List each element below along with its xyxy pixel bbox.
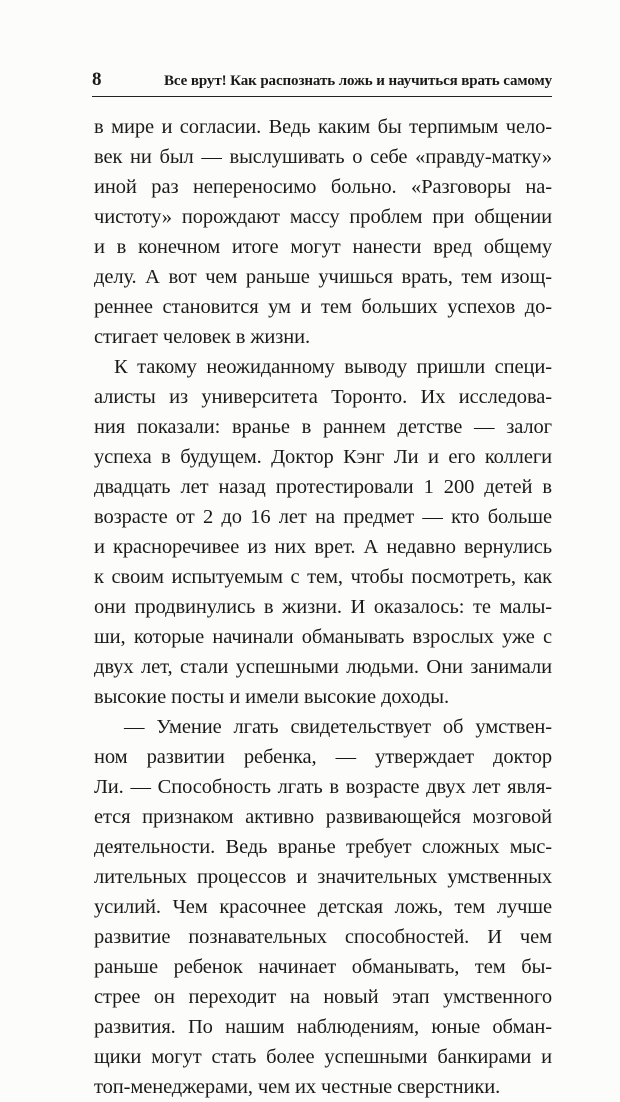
- text-line: стрее он переходит на новый этап умственного: [94, 986, 552, 1008]
- text-line: К такому неожиданному выводу пришли специ-: [114, 356, 552, 378]
- text-line: ется признаком активно развивающейся мозговой: [94, 806, 552, 828]
- text-line: топ-менеджерами, чем их честные сверстники.: [94, 1076, 501, 1098]
- page-header: [92, 70, 552, 94]
- text-line: раньше ребенок начинает обманывать, тем бы-: [94, 956, 552, 978]
- text-line: успеха в будущем. Доктор Кэнг Ли и его коллеги: [94, 446, 552, 468]
- text-line: реннее становится ум и тем больших успехов до-: [94, 296, 552, 318]
- text-line: возрасте от 2 до 16 лет на предмет — кто больше: [94, 506, 552, 528]
- text-line: век ни был — выслушивать о себе «правду-матку»: [94, 146, 552, 168]
- text-line: высокие посты и имели высокие доходы.: [94, 686, 449, 708]
- text-line: и в конечном итоге могут нанести вред общему: [94, 236, 552, 258]
- paragraph-2: [94, 352, 552, 712]
- header-rule: [92, 96, 552, 97]
- text-line: и красноречивее из них врет. А недавно вернулись: [94, 536, 552, 558]
- text-line: лительных процессов и значительных умственных: [94, 866, 552, 888]
- text-line: ния показали: вранье в раннем детстве — залог: [94, 416, 552, 438]
- text-line: двух лет, стали успешными людьми. Они занимали: [94, 656, 552, 678]
- text-line: ши, которые начинали обманывать взрослых уже с: [94, 626, 552, 648]
- body-text: [94, 112, 552, 1102]
- text-line: делу. А вот чем раньше учишься врать, тем изощ-: [94, 266, 552, 288]
- text-line: Ли. — Способность лгать в возрасте двух лет явля-: [94, 776, 552, 798]
- text-line: чистоту» порождают массу проблем при общении: [94, 206, 552, 228]
- text-line: к своим испытуемым с тем, чтобы посмотреть, как: [94, 566, 552, 588]
- text-line: в мире и согласии. Ведь каким бы терпимым чело-: [94, 116, 552, 138]
- paragraph-3: [94, 712, 552, 1102]
- text-line: ном развитии ребенка, — утверждает доктор: [94, 746, 552, 768]
- text-line: щики могут стать более успешными банкирами и: [94, 1046, 552, 1068]
- text-line: деятельности. Ведь вранье требует сложных мыс-: [94, 836, 552, 858]
- paragraph-1: [94, 112, 552, 352]
- text-line: иной раз непереносимо больно. «Разговоры на-: [94, 176, 552, 198]
- text-line: развития. По нашим наблюдениям, юные обман-: [94, 1016, 552, 1038]
- page-number: 8: [92, 69, 102, 90]
- text-line: — Умение лгать свидетельствует об умствен-: [124, 716, 552, 738]
- running-head: Все врут! Как распознать ложь и научиться врать самому: [164, 73, 552, 89]
- text-line: алисты из университета Торонто. Их исследова-: [94, 386, 552, 408]
- text-line: развитие познавательных способностей. И чем: [94, 926, 552, 948]
- text-line: они продвинулись в жизни. И оказалось: те малы-: [94, 596, 552, 618]
- text-line: двадцать лет назад протестировали 1 200 детей в: [94, 476, 552, 498]
- text-line: стигает человек в жизни.: [94, 326, 311, 348]
- text-line: усилий. Чем красочнее детская ложь, тем лучше: [94, 896, 552, 918]
